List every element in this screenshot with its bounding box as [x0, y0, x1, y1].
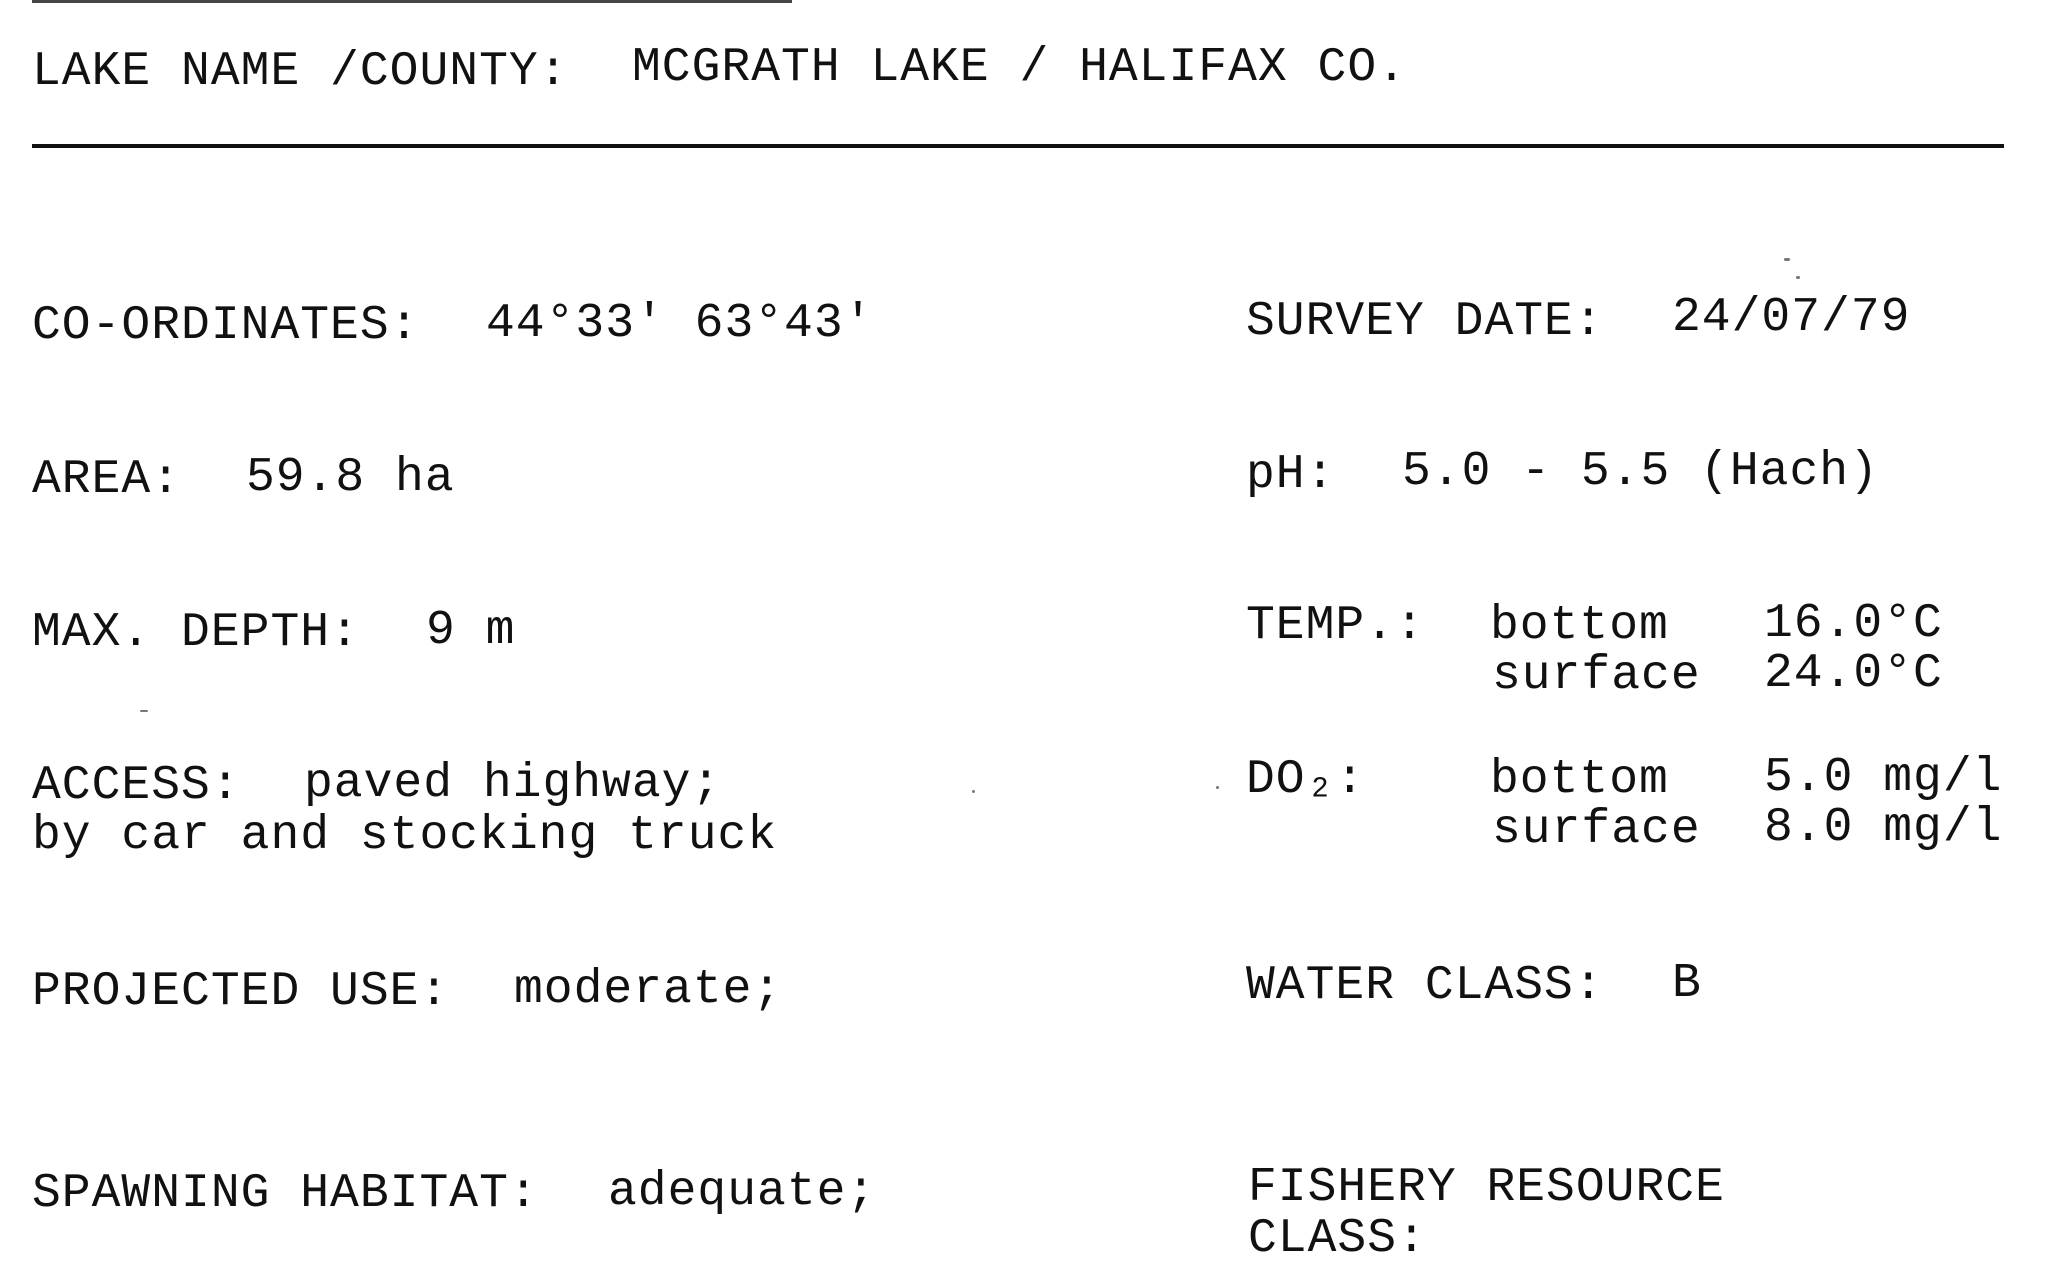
fishery-resource-class-label-line1: FISHERY RESOURCE	[1248, 1161, 1725, 1215]
survey-date-value: 24/07/79	[1672, 291, 1911, 345]
temp-surface-value: 24.0°C	[1764, 647, 1943, 701]
access-label: ACCESS:	[32, 759, 241, 813]
temp-label: TEMP.:	[1246, 599, 1425, 653]
coordinates-value: 44°33' 63°43'	[486, 297, 874, 351]
spawning-habitat-value: adequate;	[608, 1165, 877, 1219]
area-label: AREA:	[32, 453, 182, 507]
projected-use-value: moderate;	[514, 963, 783, 1017]
access-value-line2: by car and stocking truck	[32, 809, 778, 863]
projected-use-label: PROJECTED USE:	[32, 965, 450, 1019]
scan-speck	[1216, 786, 1219, 789]
do2-surface-label: surface	[1492, 803, 1701, 857]
temp-bottom-label: bottom	[1490, 599, 1669, 653]
header-divider	[32, 144, 2004, 148]
area-value: 59.8 ha	[246, 451, 455, 505]
lake-name-county-value: MCGRATH LAKE / HALIFAX CO.	[632, 41, 1407, 95]
do2-bottom-label: bottom	[1490, 753, 1669, 807]
temp-bottom-value: 16.0°C	[1764, 597, 1943, 651]
coordinates-label: CO-ORDINATES:	[32, 299, 420, 353]
water-class-value: B	[1672, 957, 1702, 1011]
survey-date-label: SURVEY DATE:	[1246, 295, 1604, 349]
scan-speck	[140, 710, 148, 712]
spawning-habitat-label: SPAWNING HABITAT:	[32, 1167, 539, 1221]
water-class-label: WATER CLASS:	[1246, 959, 1604, 1013]
do2-surface-value: 8.0 mg/l	[1764, 801, 2003, 855]
top-rule	[32, 0, 792, 3]
scan-speck	[1796, 276, 1800, 279]
max-depth-label: MAX. DEPTH:	[32, 606, 360, 660]
do2-label: DO₂:	[1246, 753, 1366, 807]
scan-speck	[1784, 258, 1790, 261]
scan-speck	[972, 790, 975, 793]
fishery-resource-class-label-line2: CLASS:	[1248, 1212, 1427, 1266]
ph-label: pH:	[1246, 448, 1336, 502]
ph-value: 5.0 - 5.5 (Hach)	[1402, 445, 1879, 499]
do2-bottom-value: 5.0 mg/l	[1764, 751, 2003, 805]
temp-surface-label: surface	[1492, 649, 1701, 703]
access-value-line1: paved highway;	[304, 757, 722, 811]
max-depth-value: 9 m	[426, 604, 516, 658]
lake-name-county-label: LAKE NAME /COUNTY:	[32, 45, 569, 99]
